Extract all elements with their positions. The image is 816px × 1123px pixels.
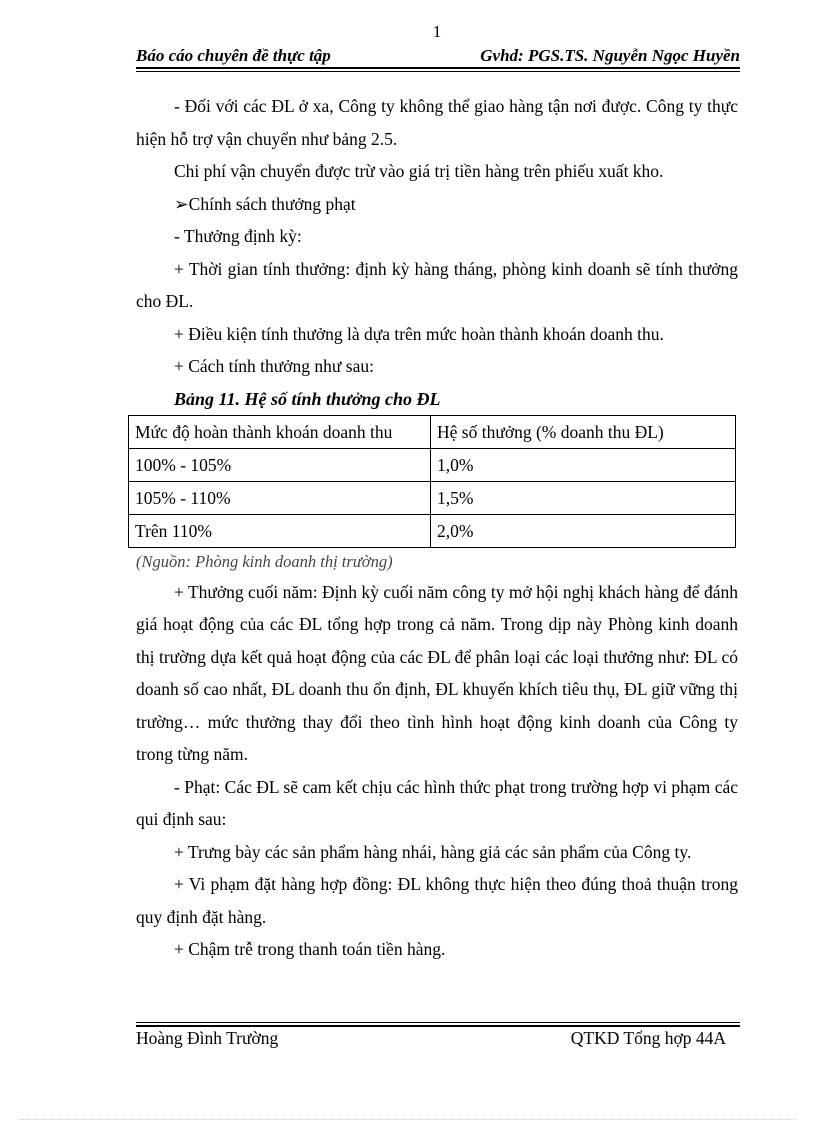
table-header-cell: Mức độ hoàn thành khoán doanh thu bbox=[129, 415, 431, 448]
paragraph: Chi phí vận chuyển được trừ vào giá trị tiền hàng trên phiếu xuất kho. bbox=[174, 161, 664, 181]
paragraph: + Chậm trễ trong thanh toán tiền hàng. bbox=[174, 939, 446, 959]
page-footer bbox=[136, 1028, 726, 1049]
header-report-title: Báo cáo chuyên đề thực tập bbox=[136, 46, 331, 65]
table-cell: Trên 110% bbox=[129, 514, 431, 547]
table-row bbox=[129, 514, 736, 547]
footer-author: Hoàng Đình Trường bbox=[136, 1028, 279, 1048]
footer-divider-thin bbox=[136, 1022, 740, 1023]
document-body bbox=[136, 90, 738, 966]
paragraph: + Trưng bày các sản phẩm hàng nhái, hàng giả các sản phẩm của Công ty. bbox=[174, 841, 692, 862]
arrow-bullet-icon: ➢ bbox=[174, 193, 189, 214]
paragraph: + Cách tính thưởng như sau: bbox=[174, 356, 374, 376]
paragraph: - Thưởng định kỳ: bbox=[174, 226, 302, 246]
header-divider-thin bbox=[136, 71, 740, 72]
table-cell: 1,0% bbox=[431, 448, 736, 481]
bonus-rate-table bbox=[128, 415, 736, 548]
section-heading bbox=[136, 188, 738, 221]
footer-class: QTKD Tổng hợp 44A bbox=[570, 1028, 726, 1048]
page-number: 1 bbox=[432, 22, 442, 41]
paragraph: + Vi phạm đặt hàng hợp đồng: ĐL không thực hiện theo đúng thoả thuận trong quy định đặt hàng. bbox=[136, 874, 738, 927]
paragraph: - Đối với các ĐL ở xa, Công ty không thể giao hàng tận nơi được. Công ty thực hiện hỗ trợ vận chuyển như bảng 2.5. bbox=[136, 96, 738, 149]
paragraph: + Thời gian tính thưởng: định kỳ hàng tháng, phòng kinh doanh sẽ tính thưởng cho ĐL. bbox=[136, 258, 738, 311]
table-row bbox=[129, 481, 736, 514]
page-header bbox=[136, 46, 740, 66]
section-heading-text: Chính sách thưởng phạt bbox=[188, 193, 356, 214]
footer-divider bbox=[136, 1025, 740, 1027]
table-cell: 1,5% bbox=[431, 481, 736, 514]
header-supervisor: Gvhd: PGS.TS. Nguyễn Ngọc Huyền bbox=[480, 46, 740, 65]
paragraph: + Thưởng cuối năm: Định kỳ cuối năm công ty mở hội nghị khách hàng để đánh giá hoạt động của các ĐL tổng hợp trong cả năm. Trong dịp này Phòng kinh doanh thị trường dựa kết quả hoạt động của các ĐL để phân loại các loại thưởng như: ĐL có doanh số cao nhất, ĐL doanh thu ổn định, ĐL khuyến khích tiêu thụ, ĐL giữ vững thị trường… mức thưởng thay đổi theo tình hình hoạt động kinh doanh của Công ty trong từng năm. bbox=[136, 581, 738, 764]
table-header-cell: Hệ số thưởng (% doanh thu ĐL) bbox=[431, 415, 736, 448]
header-divider bbox=[136, 67, 740, 69]
paragraph: - Phạt: Các ĐL sẽ cam kết chịu các hình thức phạt trong trường hợp vi phạm các qui định sau: bbox=[136, 776, 738, 829]
table-source: (Nguồn: Phòng kinh doanh thị trường) bbox=[136, 551, 393, 571]
table-header-row bbox=[129, 415, 736, 448]
paragraph: + Điều kiện tính thưởng là dựa trên mức hoàn thành khoán doanh thu. bbox=[174, 323, 664, 344]
table-caption: Bảng 11. Hệ số tính thưởng cho ĐL bbox=[174, 388, 441, 409]
page-bottom-border bbox=[20, 1119, 796, 1120]
table-cell: 2,0% bbox=[431, 514, 736, 547]
table-cell: 105% - 110% bbox=[129, 481, 431, 514]
table-cell: 100% - 105% bbox=[129, 448, 431, 481]
table-row bbox=[129, 448, 736, 481]
